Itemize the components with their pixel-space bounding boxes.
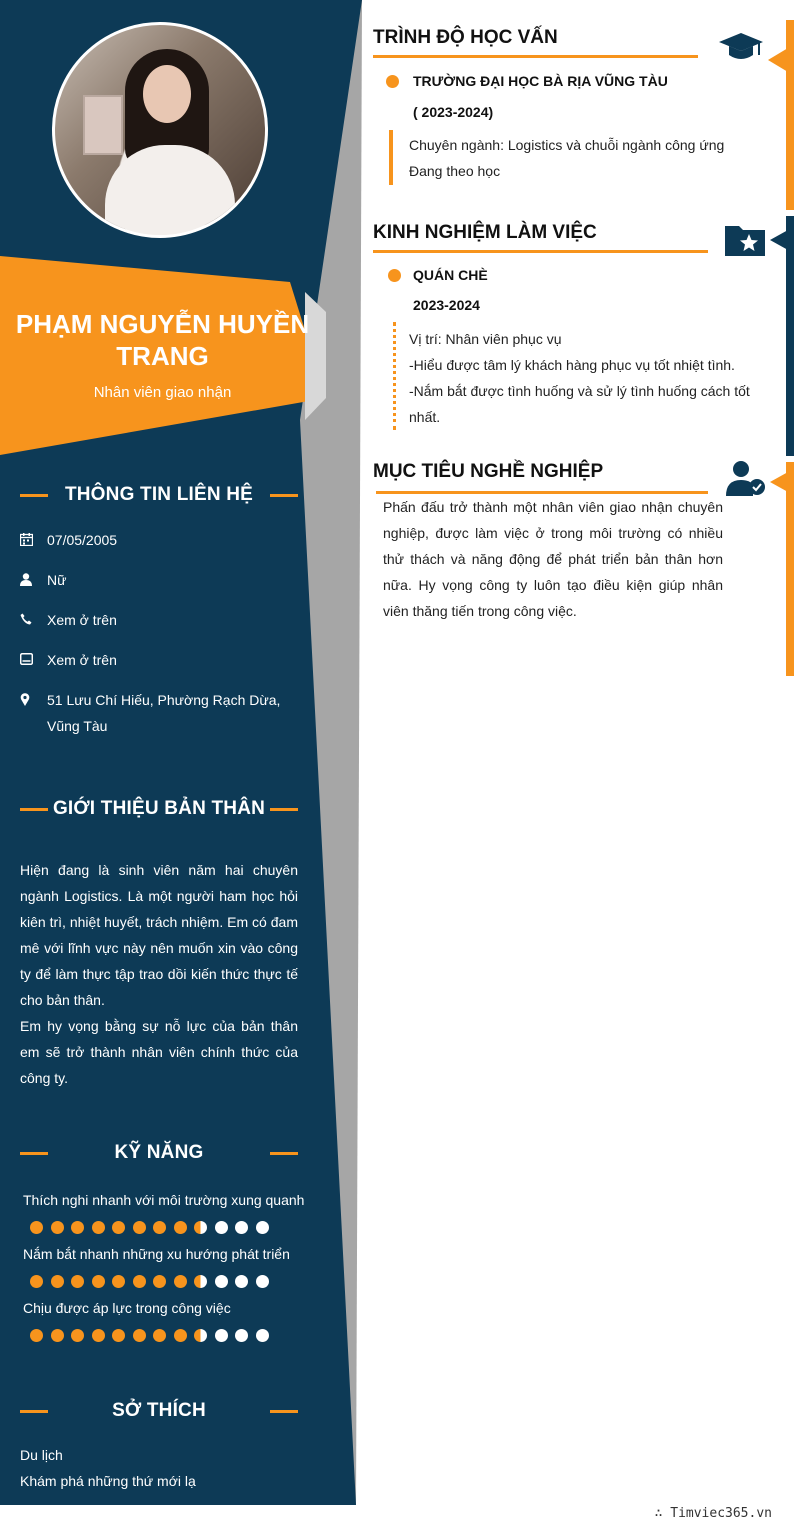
rating-dot (51, 1221, 64, 1234)
rating-dot (215, 1329, 228, 1342)
rating-dot (174, 1221, 187, 1234)
rating-dot (133, 1329, 146, 1342)
avatar (52, 22, 268, 238)
right-stripe-navy (786, 216, 794, 456)
rating-dot (235, 1329, 248, 1342)
skill-rating (30, 1221, 313, 1234)
user-icon (20, 567, 47, 586)
rating-dot (92, 1329, 105, 1342)
calendar-icon (20, 527, 47, 546)
skill-label: Thích nghi nhanh với môi trường xung quanh (23, 1192, 305, 1208)
pointer-arrow (768, 48, 788, 72)
skill-item (23, 1296, 313, 1350)
experience-line: Vị trí: Nhân viên phục vụ (409, 331, 562, 347)
experience-heading: KINH NGHIỆM LÀM VIỆC (373, 222, 597, 243)
profile-name: PHẠM NGUYỄN HUYỀN TRANG (15, 309, 310, 371)
skill-label: Nắm bắt nhanh những xu hướng phát triển (23, 1246, 290, 1262)
rating-dot (194, 1275, 207, 1288)
experience-period: 2023-2024 (413, 297, 480, 313)
contact-address: 51 Lưu Chí Hiếu, Phường Rạch Dừa, Vũng Tàu (20, 687, 310, 739)
rating-dot (153, 1221, 166, 1234)
map-pin-icon (20, 687, 47, 706)
rating-dot (92, 1221, 105, 1234)
profile-header (0, 308, 325, 401)
right-stripe-orange-2 (786, 462, 794, 676)
hobby-item: Khám phá những thứ mới lạ (20, 1473, 196, 1489)
hobbies-list (20, 1442, 196, 1494)
goal-text: Phấn đấu trở thành một nhân viên giao nhận chuyên nghiệp, được làm việc ở trong môi trường có nhiều thử thách và năng động để phát triển bản thân hơn nữa. Hy vọng công ty luôn tạo điều kiện giúp nhân viên thăng tiến trong công việc. (383, 499, 723, 619)
user-check-icon (726, 460, 766, 496)
contact-gender: Nữ (20, 567, 310, 593)
rating-dot (153, 1275, 166, 1288)
contact-phone: Xem ở trên (20, 607, 310, 633)
rating-dot (51, 1275, 64, 1288)
pointer-arrow (770, 230, 788, 250)
education-status: Đang theo học (409, 163, 501, 179)
skill-rating (30, 1329, 313, 1342)
education-period: ( 2023-2024) (413, 104, 494, 120)
rating-dot (256, 1329, 269, 1342)
rating-dot (30, 1221, 43, 1234)
rating-dot (71, 1329, 84, 1342)
skills-heading: KỸ NĂNG (20, 1142, 298, 1164)
about-text: Hiện đang là sinh viên năm hai chuyên ngành Logistics. Là một người ham học hỏi kiên trì, nhiệt huyết, trách nhiệm. Em có đam mê với lĩnh vực này nên muốn xin vào công ty để làm thực tập trao dồi kiến thức thực tế cho bản thân. Em hy vọng bằng sự nỗ lực của bản thân em sẽ trở thành nhân viên chính thức của công ty. (20, 862, 298, 1086)
footer-watermark: ∴ Timviec365.vn (654, 1506, 772, 1521)
education-heading: TRÌNH ĐỘ HỌC VẤN (373, 27, 558, 48)
experience-company: QUÁN CHÈ (413, 267, 488, 283)
folder-star-icon (725, 222, 765, 256)
rating-dot (30, 1329, 43, 1342)
rating-dot (133, 1275, 146, 1288)
education-major: Chuyên ngành: Logistics và chuỗi ngành công ứng (409, 137, 725, 153)
rating-dot (71, 1275, 84, 1288)
rating-dot (112, 1275, 125, 1288)
hobbies-heading: SỞ THÍCH (20, 1400, 298, 1422)
education-school: TRƯỜNG ĐẠI HỌC BÀ RỊA VŨNG TÀU (413, 73, 668, 89)
experience-line: -Hiểu được tâm lý khách hàng phục vụ tốt nhiệt tình. (409, 357, 735, 373)
rating-dot (235, 1221, 248, 1234)
profile-title: Nhân viên giao nhận (93, 384, 232, 401)
rating-dot (235, 1275, 248, 1288)
rating-dot (112, 1221, 125, 1234)
skill-item (23, 1188, 313, 1242)
phone-icon (20, 607, 47, 625)
about-heading: GIỚI THIỆU BẢN THÂN (20, 798, 298, 820)
rating-dot (30, 1275, 43, 1288)
rating-dot (174, 1275, 187, 1288)
rating-dot (194, 1221, 207, 1234)
skill-item (23, 1242, 313, 1296)
email-icon (20, 647, 47, 665)
skills-list (23, 1188, 313, 1350)
contact-birthday: 07/05/2005 (20, 527, 310, 553)
rating-dot (215, 1221, 228, 1234)
skill-label: Chịu được áp lực trong công việc (23, 1300, 231, 1316)
rating-dot (71, 1221, 84, 1234)
graduation-cap-icon (719, 33, 763, 63)
rating-dot (51, 1329, 64, 1342)
rating-dot (215, 1275, 228, 1288)
rating-dot (256, 1275, 269, 1288)
contact-list (20, 527, 310, 753)
pointer-arrow (770, 472, 788, 492)
rating-dot (174, 1329, 187, 1342)
rating-dot (133, 1221, 146, 1234)
contact-heading: THÔNG TIN LIÊN HỆ (20, 484, 298, 506)
skill-rating (30, 1275, 313, 1288)
experience-line: -Nắm bắt được tình huống và sử lý tình huống cách tốt nhất. (409, 383, 750, 425)
rating-dot (256, 1221, 269, 1234)
rating-dot (194, 1329, 207, 1342)
contact-email: Xem ở trên (20, 647, 310, 673)
rating-dot (112, 1329, 125, 1342)
rating-dot (153, 1329, 166, 1342)
goal-heading: MỤC TIÊU NGHỀ NGHIỆP (373, 461, 604, 482)
rating-dot (92, 1275, 105, 1288)
hobby-item: Du lịch (20, 1447, 63, 1463)
